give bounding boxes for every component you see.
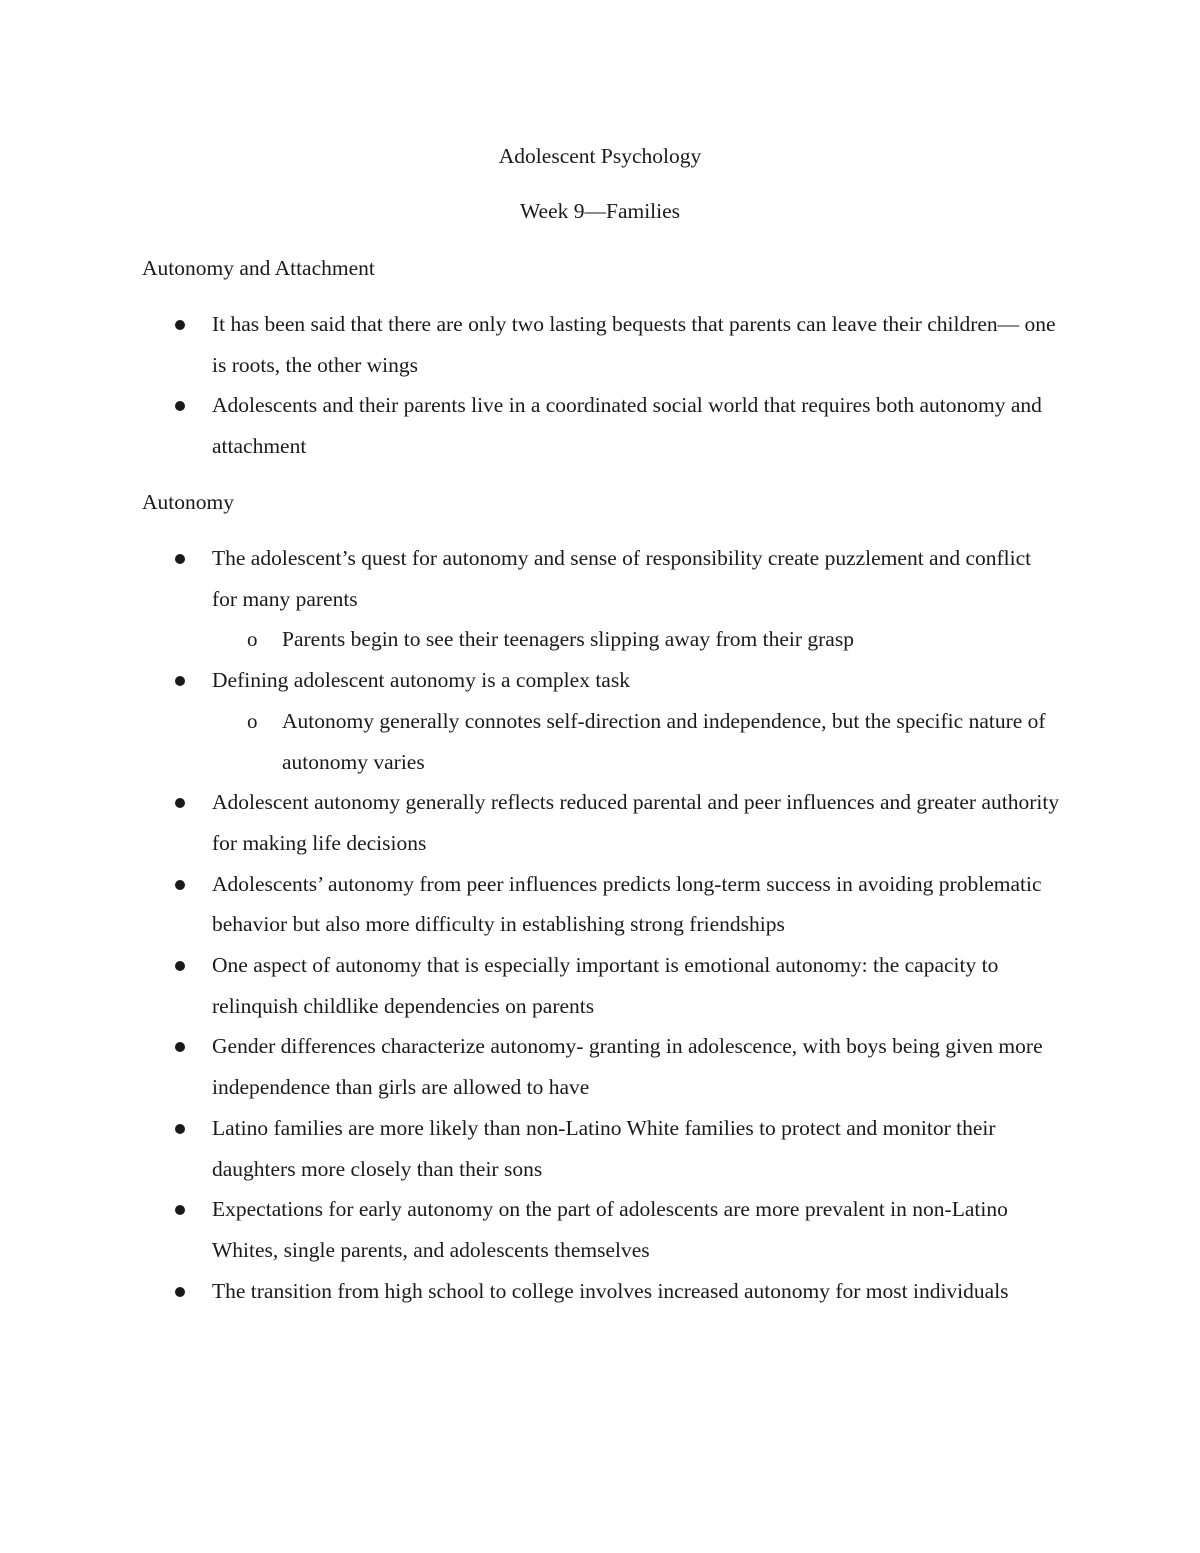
bullet-icon bbox=[175, 320, 185, 330]
bullet-icon bbox=[175, 1042, 185, 1052]
sub-list-item bbox=[0, 701, 1200, 782]
bullet-icon bbox=[175, 1287, 185, 1297]
sub-list-item-text: Parents begin to see their teenagers slipping away from their grasp bbox=[282, 627, 854, 652]
document-title: Adolescent Psychology bbox=[498, 144, 702, 168]
hollow-bullet-icon: o bbox=[247, 627, 258, 652]
hollow-bullet-icon: o bbox=[247, 708, 258, 733]
list-item-text: Adolescents and their parents live in a coordinated social world that requires both autonomy and attachment bbox=[212, 393, 1042, 459]
list-item-text: One aspect of autonomy that is especially important is emotional autonomy: the capacity to relinquish childlike dependencies on parents bbox=[212, 953, 999, 1018]
list-item-text: Defining adolescent autonomy is a complex task bbox=[212, 668, 630, 693]
list-item bbox=[0, 1108, 1200, 1189]
list-item bbox=[0, 945, 1200, 1026]
sub-list-item bbox=[0, 619, 1200, 660]
list-item-text: Latino families are more likely than non-Latino White families to protect and monitor their daughters more closely than their sons bbox=[212, 1115, 996, 1181]
bullet-icon bbox=[175, 961, 185, 971]
list-item bbox=[0, 385, 1200, 466]
section-heading-autonomy-and-attachment: Autonomy and Attachment bbox=[142, 256, 375, 280]
sub-list-item-text: Autonomy generally connotes self-direction and independence, but the specific nature of autonomy varies bbox=[282, 708, 1046, 774]
document-subtitle: Week 9—Families bbox=[519, 199, 681, 223]
list-item-text: Adolescent autonomy generally reflects reduced parental and peer influences and greater authority for making life decisions bbox=[212, 790, 1060, 855]
bullet-icon bbox=[175, 1124, 185, 1134]
bullet-icon bbox=[175, 401, 185, 411]
bullet-list-autonomy bbox=[0, 538, 1200, 1311]
list-item bbox=[0, 864, 1200, 945]
list-item bbox=[0, 782, 1200, 863]
list-item-text: The adolescent’s quest for autonomy and sense of responsibility create puzzlement and conflict for many parents bbox=[212, 546, 1032, 611]
list-item bbox=[0, 304, 1200, 385]
list-item-text: Adolescents’ autonomy from peer influences predicts long-term success in avoiding problematic behavior but also more difficulty in establishing strong friendships bbox=[212, 871, 1042, 937]
list-item-text: It has been said that there are only two lasting bequests that parents can leave their children— one is roots, the other wings bbox=[212, 312, 1056, 377]
list-item-text: Expectations for early autonomy on the part of adolescents are more prevalent in non-Latino Whites, single parents, and adolescents themselves bbox=[212, 1197, 1008, 1262]
bullet-icon bbox=[175, 798, 185, 808]
bullet-icon bbox=[175, 676, 185, 686]
list-item bbox=[0, 660, 1200, 701]
section-heading-autonomy: Autonomy bbox=[142, 490, 234, 514]
list-item bbox=[0, 1026, 1200, 1107]
list-item bbox=[0, 538, 1200, 619]
bullet-icon bbox=[175, 554, 185, 564]
bullet-icon bbox=[175, 880, 185, 890]
bullet-icon bbox=[175, 1205, 185, 1215]
bullet-list-autonomy-and-attachment bbox=[0, 304, 1200, 467]
list-item bbox=[0, 1271, 1200, 1312]
list-item-text: The transition from high school to college involves increased autonomy for most individuals bbox=[212, 1278, 1009, 1303]
list-item bbox=[0, 1189, 1200, 1270]
list-item-text: Gender differences characterize autonomy- granting in adolescence, with boys being given more independence than girls are allowed to have bbox=[212, 1034, 1043, 1100]
